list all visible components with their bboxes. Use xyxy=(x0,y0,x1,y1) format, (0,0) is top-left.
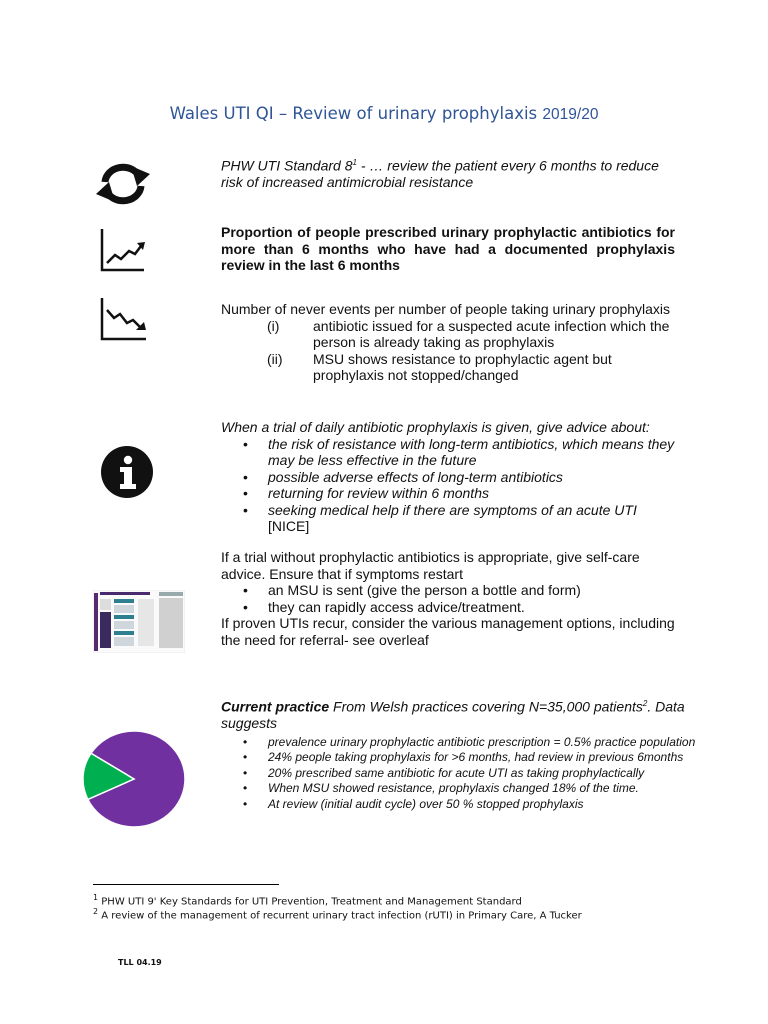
refresh-arrows-icon xyxy=(93,158,153,210)
document-code: TLL 04.19 xyxy=(118,958,162,967)
current-practice-label: Current practice xyxy=(221,698,330,715)
chart-trend-up-icon xyxy=(98,227,148,273)
indicator-1: Proportion of people prescribed urinary prophylactic antibiotics for more than 6 months who have had a documented prophylaxis review in the last 6 months xyxy=(221,224,675,273)
standard-footnote-ref: 1 xyxy=(352,158,357,167)
list-item: • they can rapidly access advice/treatment. xyxy=(221,599,681,616)
footnote-number: 2 xyxy=(93,907,99,916)
selfcare-outro: If proven UTIs recur, consider the various management options, including the need for referral- see overleaf xyxy=(221,615,675,648)
list-item: • the risk of resistance with long-term antibiotics, which means they may be less effective in the future xyxy=(221,436,681,469)
footnote-divider xyxy=(93,884,279,885)
current-practice-text: From Welsh practices covering N=35,000 patients xyxy=(329,698,643,715)
selfcare-intro: If a trial without prophylactic antibiotics is appropriate, give self-care advice. Ensure that if symptoms restart xyxy=(221,549,640,582)
pie-chart xyxy=(82,730,188,830)
list-item: • an MSU is sent (give the person a bottle and form) xyxy=(221,582,681,599)
title-main: Wales UTI QI – Review of urinary prophylaxis xyxy=(169,104,538,123)
page-title xyxy=(0,104,768,124)
current-practice-section xyxy=(221,696,701,812)
footnote-text: PHW UTI 9' Key Standards for UTI Prevention, Treatment and Management Standard xyxy=(98,896,522,908)
leaflet-thumbnail-icon xyxy=(93,590,185,653)
indicator-2 xyxy=(221,301,681,384)
list-item: • At review (initial audit cycle) over 50 % stopped prophylaxis xyxy=(221,797,701,813)
current-practice-text-end: . Data suggests xyxy=(221,698,685,732)
footnote-text: A review of the management of recurrent urinary tract infection (rUTI) in Primary Care, A Tucker xyxy=(98,910,582,922)
list-item: • When MSU showed resistance, prophylaxis changed 18% of the time. xyxy=(221,781,701,797)
item-number: (ii) xyxy=(267,350,283,367)
standard-prefix: PHW UTI Standard 8 xyxy=(221,157,353,174)
footnote-number: 1 xyxy=(93,893,99,902)
advice-source: [NICE] xyxy=(268,518,310,534)
indicator-2-item xyxy=(221,318,681,351)
footnote xyxy=(93,907,582,921)
footnote xyxy=(93,893,522,907)
list-item: • seeking medical help if there are symptoms of an acute UTI xyxy=(221,502,681,519)
info-icon xyxy=(100,445,154,499)
title-year: 2019/20 xyxy=(542,106,599,123)
list-item: • returning for review within 6 months xyxy=(221,485,681,502)
current-footnote-ref: 2 xyxy=(642,699,648,708)
list-item: • prevalence urinary prophylactic antibiotic prescription = 0.5% practice population xyxy=(221,735,701,751)
indicator-2-intro: Number of never events per number of people taking urinary prophylaxis xyxy=(221,301,671,317)
standard-text xyxy=(221,155,681,191)
list-item: • possible adverse effects of long-term antibiotics xyxy=(221,469,681,486)
item-text: antibiotic issued for a suspected acute infection which the person is already taking as prophylaxis xyxy=(313,317,670,350)
item-number: (i) xyxy=(267,317,280,334)
list-item: • 20% prescribed same antibiotic for acute UTI as taking prophylactically xyxy=(221,766,701,782)
advice-section xyxy=(221,419,681,535)
selfcare-section xyxy=(221,549,681,648)
item-text: MSU shows resistance to prophylactic agent but prophylaxis not stopped/changed xyxy=(313,350,612,383)
advice-intro: When a trial of daily antibiotic prophylaxis is given, give advice about: xyxy=(221,419,650,435)
list-item: • 24% people taking prophylaxis for >6 months, had review in previous 6months xyxy=(221,750,701,766)
chart-trend-down-icon xyxy=(98,296,150,342)
indicator-2-item xyxy=(221,351,681,384)
current-practice-intro xyxy=(221,696,701,732)
standard-rest: - … review the patient every 6 months to reduce risk of increased antimicrobial resistance xyxy=(221,157,659,191)
